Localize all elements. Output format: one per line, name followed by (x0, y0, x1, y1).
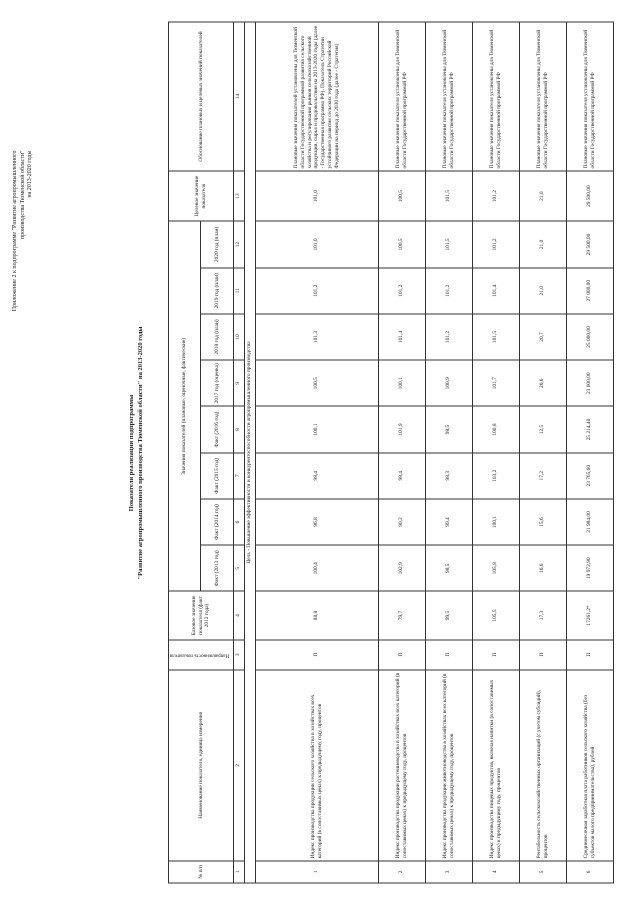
row-base: 105,5 (472, 591, 519, 639)
row-direction: П (378, 639, 425, 669)
row-2016: 101,9 (378, 406, 425, 452)
row-num: 5 (519, 860, 566, 882)
row-target: 21,0 (519, 170, 566, 220)
table-row (566, 22, 613, 883)
row-2016: 12,5 (519, 406, 566, 452)
row-2014: 99,4 (425, 498, 472, 544)
header-2019: 2019 год (план) (201, 267, 233, 313)
row-base: 17261,2* (566, 591, 613, 639)
row-rationale: Плановые значения показателя установлены для Тюменской области Государственной программой РФ (472, 22, 519, 171)
row-2019: 27 000,00 (566, 267, 613, 313)
row-2013: 16,6 (519, 545, 566, 591)
header-2020: 2020 год (план) (201, 221, 233, 267)
row-2015: 103,2 (472, 452, 519, 498)
row-2016: 25 214,40 (566, 406, 613, 452)
header-direction (169, 639, 234, 669)
row-2017: 23 000,00 (566, 360, 613, 406)
row-2013: 102,9 (378, 545, 425, 591)
header-rationale: Обоснование плановых и целевых значений показателей (169, 22, 234, 171)
row-2018: 101,4 (378, 313, 425, 359)
goal-row (244, 22, 255, 883)
header-num: № п/п (169, 860, 234, 882)
header-row-1 (169, 22, 201, 883)
row-direction: П (566, 639, 613, 669)
table-row (378, 22, 425, 883)
row-2019: 101,4 (472, 267, 519, 313)
row-num: 6 (566, 860, 613, 882)
row-rationale: Плановые значения показателя установлены для Тюменской области Государственной программой РФ (425, 22, 472, 171)
row-rationale: Плановые значения показателя установлены для Тюменской области Государственной программой РФ (378, 22, 425, 171)
row-2017: 20,6 (519, 360, 566, 406)
header-values-group: Значения показателей (плановые, оценочные, фактические) (169, 221, 201, 591)
row-2017: 100,1 (378, 360, 425, 406)
row-2015: 98,4 (255, 452, 378, 498)
row-direction: П (472, 639, 519, 669)
column-number: 12 (233, 221, 244, 267)
row-2019: 21,0 (519, 267, 566, 313)
column-number: 2 (233, 669, 244, 860)
row-base: 79,7 (378, 591, 425, 639)
header-direction-text: Направленность показателя (170, 652, 230, 658)
header-2018: 2018 год (план) (201, 313, 233, 359)
column-number: 4 (233, 591, 244, 639)
row-2013: 19 972,90 (566, 545, 613, 591)
header-2014: Факт (2014 год) (201, 498, 233, 544)
row-target: 101,2 (472, 170, 519, 220)
row-2013: 98,5 (425, 545, 472, 591)
column-number: 5 (233, 545, 244, 591)
document-title (128, 0, 146, 905)
table-row (425, 22, 472, 883)
header-2015: Факт (2015 год) (201, 452, 233, 498)
column-number-row (233, 22, 244, 883)
column-number: 11 (233, 267, 244, 313)
column-number: 3 (233, 639, 244, 669)
row-2017: 100,9 (425, 360, 472, 406)
row-name: Индекс производства пищевых продуктов, включая напитки (в сопоставимых ценах) к предыдущему году, процентов (472, 669, 519, 860)
row-2020: 101,2 (472, 221, 519, 267)
row-2018: 101,2 (425, 313, 472, 359)
row-2015: 98,3 (425, 452, 472, 498)
row-direction: П (519, 639, 566, 669)
column-number: 1 (233, 860, 244, 882)
row-target: 29 500,00 (566, 170, 613, 220)
column-number: 13 (233, 170, 244, 220)
row-2020: 100,5 (378, 221, 425, 267)
row-target: 101,0 (255, 170, 378, 220)
row-2015: 23 765,60 (566, 452, 613, 498)
row-name: Индекс производства продукции растениеводства в хозяйствах всех категорий (в сопоставимых ценах) к предыдущему году, процентов (378, 669, 425, 860)
header-target: Целевое значение показателя (169, 170, 234, 220)
row-num: 4 (472, 860, 519, 882)
row-2013: 105,8 (472, 545, 519, 591)
row-2020: 101,5 (425, 221, 472, 267)
row-num: 3 (425, 860, 472, 882)
column-number: 10 (233, 313, 244, 359)
row-2019: 101,2 (255, 267, 378, 313)
row-base: 17,3 (519, 591, 566, 639)
row-2014: 100,1 (472, 498, 519, 544)
row-2020: 21,0 (519, 221, 566, 267)
row-target: 101,5 (425, 170, 472, 220)
indicators-table (168, 21, 614, 883)
row-2016: 100,8 (472, 406, 519, 452)
appendix-line-3: на 2013-2020 годы (27, 150, 33, 198)
column-number: 8 (233, 406, 244, 452)
row-num: 1 (255, 860, 378, 882)
table-row (255, 22, 378, 883)
row-2020: 29 500,00 (566, 221, 613, 267)
header-2017: 2017 год (оценка) (201, 360, 233, 406)
row-2018: 101,5 (472, 313, 519, 359)
row-rationale: Плановые значения показателей установлены для Тюменской области Государственной программой развития сельского хозяйства и регулирования рынков сельскохозяйственной продукции, сырья и продовольствия на 2013-2020 годы (далее - Государственная программа РФ). Показатель Стратегии устойчивого развития сельских территорий Российской Федерации на период до 2030 года (далее - Стратегия) (255, 22, 378, 171)
appendix-line-1: Приложение 2 к подпрограмме "Развитие агропромышленного (12, 150, 18, 311)
row-2014: 96,8 (255, 498, 378, 544)
header-2016: Факт (2016 год) (201, 406, 233, 452)
row-2014: 21 984,00 (566, 498, 613, 544)
row-name: Индекс производства продукции сельского хозяйства в хозяйствах всех категорий (в сопоставимых ценах) к предыдущему году, процентов (255, 669, 378, 860)
column-number: 6 (233, 498, 244, 544)
row-name: Рентабельность сельскохозяйственных организаций (с учетом субсидий), процентов (519, 669, 566, 860)
header-name: Наименование показателя, единица измерения (169, 669, 234, 860)
row-2015: 98,4 (378, 452, 425, 498)
row-2020: 101,0 (255, 221, 378, 267)
row-2013: 100,4 (255, 545, 378, 591)
row-2018: 101,3 (255, 313, 378, 359)
column-number: 7 (233, 452, 244, 498)
row-direction: П (255, 639, 378, 669)
column-number: 9 (233, 360, 244, 406)
row-2014: 90,2 (378, 498, 425, 544)
row-name: Индекс производства продукции животноводства в хозяйствах всех категорий (в сопоставимых ценах) к предыдущему году, процентов (425, 669, 472, 860)
table-row (472, 22, 519, 883)
row-2014: 15,6 (519, 498, 566, 544)
row-2016: 100,1 (255, 406, 378, 452)
goal-text: Цель - Повышение эффективности и конкурентоспособности агропромышленного производства (244, 22, 255, 883)
column-number: 14 (233, 22, 244, 171)
row-name: Среднемесячная заработная плата работников сельского хозяйства (без субъектов малого предпринимательства), рублей (566, 669, 613, 860)
appendix-line-2: производства Тюменской области" (19, 150, 26, 239)
appendix-header (12, 150, 35, 380)
table-row (519, 22, 566, 883)
row-base: 99,5 (425, 591, 472, 639)
row-2018: 20,7 (519, 313, 566, 359)
row-2019: 101,2 (425, 267, 472, 313)
row-direction: П (425, 639, 472, 669)
row-num: 2 (378, 860, 425, 882)
row-2017: 100,5 (255, 360, 378, 406)
row-base: 88,8 (255, 591, 378, 639)
row-2018: 25 000,00 (566, 313, 613, 359)
row-target: 100,5 (378, 170, 425, 220)
title-line-2: "Развитие агропромышленного производства Тюменской области" на 2013-2020 годы (136, 326, 144, 579)
title-line-1: Показатели реализации подпрограммы (128, 394, 135, 511)
header-2013: Факт (2013 год) (201, 545, 233, 591)
header-base: Базовое значение показателя (факт 2012 года) (169, 591, 234, 639)
row-rationale: Плановые значения показателя установлены для Тюменской области Государственной программой РФ (566, 22, 613, 171)
row-2019: 101,2 (378, 267, 425, 313)
row-rationale: Плановые значения показателя установлены для Тюменской области Государственной программой РФ (519, 22, 566, 171)
row-2016: 98,5 (425, 406, 472, 452)
row-2017: 101,7 (472, 360, 519, 406)
row-2015: 17,2 (519, 452, 566, 498)
